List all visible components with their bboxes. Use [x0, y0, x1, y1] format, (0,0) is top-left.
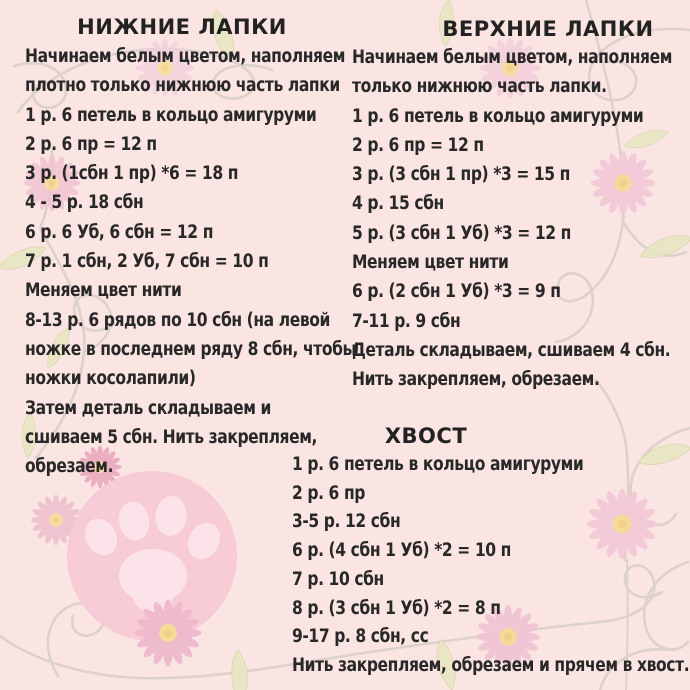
pattern-line: 9-17 р. 8 сбн, сс — [292, 626, 429, 648]
pattern-line: 7-11 р. 9 сбн — [352, 310, 461, 332]
lower-paws-instructions — [25, 42, 357, 481]
pattern-line: 1 р. 6 петель в кольцо амигуруми — [292, 454, 584, 475]
pattern-line: 5 р. (3 сбн 1 Уб) *3 = 12 п — [352, 222, 571, 244]
pattern-line: Нить закрепляем, обрезаем. — [352, 369, 600, 391]
section-title-tail: ХВОСТ — [384, 424, 468, 448]
pattern-line: Начинаем белым цветом, наполняем — [352, 47, 672, 68]
pattern-line: 3 р. (1сбн 1 пр) *6 = 18 п — [25, 163, 239, 185]
pattern-line: 3 р. (3 сбн 1 пр) *3 = 15 п — [352, 164, 571, 186]
pattern-line: 7 р. 10 сбн — [292, 568, 384, 590]
pattern-line: 6 р. (2 сбн 1 Уб) *3 = 9 п — [352, 281, 561, 303]
pattern-line: ножки косолапили) — [25, 368, 196, 390]
pattern-line: 7 р. 1 сбн, 2 Уб, 7 сбн = 10 п — [25, 251, 269, 273]
pattern-line: 6 р. (4 сбн 1 Уб) *2 = 10 п — [292, 540, 511, 562]
pattern-line: 3-5 р. 12 сбн — [292, 511, 401, 533]
pattern-line: 6 р. 6 Уб, 6 сбн = 12 п — [25, 221, 214, 243]
pattern-line: обрезаем. — [25, 456, 114, 478]
pattern-line: 2 р. 6 пр — [292, 482, 365, 504]
tail-instructions — [292, 451, 690, 681]
pattern-line: 2 р. 6 пр = 12 п — [25, 133, 157, 155]
pattern-line: сшиваем 5 сбн. Нить закрепляем, — [25, 426, 318, 448]
pattern-line: 4 - 5 р. 18 сбн — [25, 192, 144, 214]
upper-paws-instructions — [352, 43, 671, 395]
pattern-line: ножке в последнем ряду 8 сбн, чтобы — [25, 338, 357, 360]
pattern-line: Нить закрепляем, обрезаем и прячем в хвост. — [292, 654, 690, 676]
pattern-line: Меняем цвет нити — [352, 252, 509, 274]
pattern-line: Деталь складываем, сшиваем 4 сбн. — [352, 339, 671, 361]
flower-icon — [135, 600, 202, 667]
pattern-line: Затем деталь складываем и — [25, 397, 271, 419]
pattern-line: только нижнюю часть лапки. — [352, 76, 607, 98]
section-title-lower-paws: НИЖНИЕ ЛАПКИ — [77, 15, 287, 39]
section-title-upper-paws: ВЕРХНИЕ ЛАПКИ — [442, 17, 654, 41]
pattern-line: 8 р. (3 сбн 1 Уб) *2 = 8 п — [292, 597, 501, 619]
pattern-line: 8-13 р. 6 рядов по 10 сбн (на левой — [25, 309, 330, 331]
pattern-line: 1 р. 6 петель в кольцо амигуруми — [352, 105, 644, 127]
pattern-line: Меняем цвет нити — [25, 280, 182, 302]
pattern-line: 2 р. 6 пр = 12 п — [352, 134, 484, 156]
pattern-line: 1 р. 6 петель в кольцо амигуруми — [25, 104, 317, 126]
pattern-line: плотно только нижнюю часть лапки — [25, 75, 340, 97]
pattern-line: Начинаем белым цветом, наполняем — [25, 46, 345, 67]
pattern-line: 4 р. 15 сбн — [352, 193, 444, 215]
